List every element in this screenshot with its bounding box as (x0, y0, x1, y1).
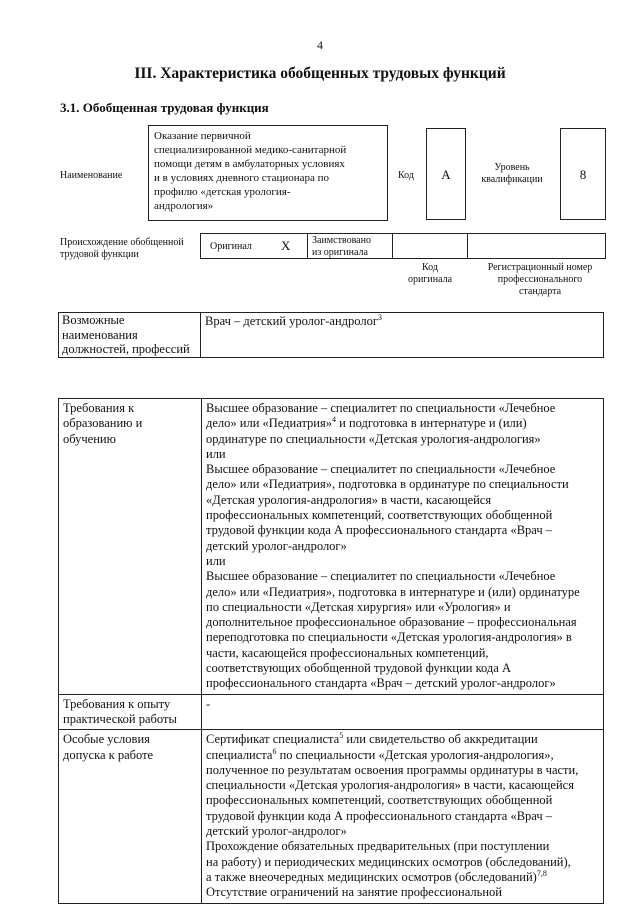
function-name-line: андрология» (154, 200, 214, 212)
origin-label (60, 237, 184, 261)
education-line (206, 585, 599, 600)
registration-label-line: Регистрационный номер (487, 262, 593, 273)
code-value: А (441, 167, 451, 182)
origin-divider (307, 233, 308, 259)
education-line-text: ординатуре по специальности «Детская урология-андрология» (206, 431, 541, 446)
education-value (202, 399, 604, 695)
education-label-line: обучению (63, 431, 116, 446)
special-line (206, 763, 599, 778)
section-title: III. Характеристика обобщенных трудовых функций (134, 65, 506, 82)
experience-label-line: практической работы (63, 711, 177, 726)
special-line-text: специальности «Детская урология-андрология» в части, касающейся (206, 778, 574, 793)
education-line-text: трудовой функции кода А профессионального стандарта «Врач – (206, 523, 552, 538)
footnote-ref: 5 (339, 731, 344, 741)
special-line (206, 855, 599, 870)
origin-row (200, 233, 606, 259)
education-line-text: Высшее образование – специалитет по специальности «Лечебное (206, 462, 556, 477)
registration-number-label (470, 262, 610, 298)
education-line-text: по специальности «Детская хирургия» или «Урология» и (206, 599, 511, 614)
special-line-text: Отсутствие ограничений на занятие профессиональной (206, 885, 502, 900)
borrowed-label-line: из оригинала (312, 247, 368, 258)
special-line-text: специалиста (206, 747, 273, 762)
education-line-text: части, касающейся профессиональных компетенций, (206, 645, 489, 660)
experience-label (59, 694, 202, 730)
education-label (59, 399, 202, 695)
borrowed-label-line: Заимствовано (312, 235, 371, 246)
special-label-line: допуска к работе (63, 747, 154, 762)
positions-label-line: наименования (62, 327, 138, 342)
education-line-text: соответствующих обобщенной трудовой функции кода А (206, 661, 511, 676)
education-label-line: образованию и (63, 416, 143, 431)
function-name-box (148, 125, 388, 221)
special-conditions-value (202, 730, 604, 903)
code-original-line: оригинала (407, 274, 453, 285)
special-line (206, 885, 599, 900)
special-line (206, 793, 599, 808)
experience-value: - (202, 694, 604, 730)
name-label: Наименование (60, 170, 123, 181)
code-original-label (392, 262, 468, 286)
positions-label-line: Возможные (62, 313, 125, 327)
education-line-text: и подготовка в интернатуре и (или) (336, 416, 527, 431)
education-line (206, 661, 599, 676)
borrowed-label (312, 235, 371, 259)
education-line-text: или (206, 553, 226, 568)
special-line (206, 839, 599, 854)
special-line (206, 809, 599, 824)
special-line-text: профессиональных компетенций, соответствующих обобщенной (206, 793, 553, 808)
table-row (59, 694, 604, 730)
education-line (206, 401, 599, 416)
footnote-ref: 7,8 (536, 868, 547, 878)
page-number: 4 (317, 38, 323, 52)
education-line (206, 416, 599, 431)
function-name-line: Оказание первичной (154, 130, 251, 142)
special-label-line: Особые условия (63, 732, 150, 747)
footnote-ref: 6 (272, 746, 277, 756)
special-line (206, 778, 599, 793)
special-line-text: Прохождение обязательных предварительных (при поступлении (206, 839, 550, 854)
education-line-text: Высшее образование – специалитет по специальности «Лечебное (206, 569, 556, 584)
education-line (206, 447, 599, 462)
special-line-text: трудовой функции кода А профессионального стандарта «Врач – (206, 808, 552, 823)
origin-divider (467, 233, 468, 259)
origin-divider (392, 233, 393, 259)
function-name-line: и в условиях дневного стационара по (154, 172, 330, 184)
positions-divider (200, 312, 201, 358)
education-line (206, 508, 599, 523)
special-line-text: на работу) и периодических медицинских осмотров (обследований), (206, 854, 571, 869)
education-label-line: Требования к (63, 401, 135, 415)
education-line-text: дело» или «Педиатрия», подготовка в интернатуре и (или) ординатуре (206, 584, 580, 599)
original-label: Оригинал (210, 241, 252, 252)
experience-label-line: Требования к опыту (63, 696, 171, 711)
education-line (206, 432, 599, 447)
education-line-text: детский уролог-андролог» (206, 538, 347, 553)
education-line (206, 646, 599, 661)
level-label-line: квалификации (481, 174, 543, 185)
education-line (206, 477, 599, 492)
level-label (472, 162, 552, 186)
special-line-text: или свидетельство об аккредитации (343, 732, 538, 747)
education-line (206, 676, 599, 691)
education-line (206, 539, 599, 554)
education-line-text: дело» или «Педиатрия» (206, 416, 333, 431)
function-name-line: помощи детям в амбулаторных условиях (154, 158, 345, 170)
education-line (206, 615, 599, 630)
function-name-text (154, 129, 382, 213)
education-line-text: профессиональных компетенций, соответствующих обобщенной (206, 508, 553, 523)
education-line (206, 630, 599, 645)
footnote-ref: 4 (332, 415, 337, 425)
special-line (206, 824, 599, 839)
special-line (206, 748, 599, 763)
education-line (206, 523, 599, 538)
education-line-text: или (206, 446, 226, 461)
table-row (59, 399, 604, 695)
level-box (560, 128, 606, 220)
special-line (206, 732, 599, 747)
special-line-text: по специальности «Детская урология-андрология», (276, 747, 554, 762)
subsection-title: 3.1. Обобщенная трудовая функция (60, 100, 269, 115)
registration-label-line: стандарта (518, 286, 562, 297)
education-line-text: профессионального стандарта «Врач – детский уролог-андролог» (206, 676, 556, 691)
special-line-text: детский уролог-андролог» (206, 824, 347, 839)
function-name-line: профилю «детская урология- (154, 186, 291, 198)
level-label-line: Уровень (494, 162, 530, 173)
education-line (206, 554, 599, 569)
education-line-text: дополнительное профессиональное образование – профессиональная (206, 615, 577, 630)
original-mark: X (281, 238, 291, 253)
education-line (206, 493, 599, 508)
special-line (206, 870, 599, 885)
education-line (206, 462, 599, 477)
code-label: Код (398, 170, 414, 181)
education-line-text: переподготовка по специальности «Детская урология-андрология» в (206, 630, 572, 645)
origin-label-line: Происхождение обобщенной (60, 237, 184, 248)
special-line-text: а также внеочередных медицинских осмотров (обследований) (206, 869, 537, 884)
code-box (426, 128, 466, 220)
code-original-line: Код (422, 262, 438, 273)
education-line-text: «Детская урология-андрология» в части, касающейся (206, 492, 492, 507)
positions-label (62, 313, 190, 357)
education-line (206, 600, 599, 615)
requirements-table (58, 398, 604, 904)
table-row (59, 730, 604, 903)
function-name-line: специализированной медико-санитарной (154, 144, 347, 156)
education-line (206, 569, 599, 584)
special-line-text: Сертификат специалиста (206, 732, 340, 747)
special-conditions-label (59, 730, 202, 903)
education-line-text: дело» или «Педиатрия», подготовка в ординатуре по специальности (206, 477, 569, 492)
education-line-text: Высшее образование – специалитет по специальности «Лечебное (206, 401, 556, 415)
special-line-text: полученное по результатам освоения программы ординатуры в части, (206, 762, 579, 777)
footnote-ref: 3 (377, 312, 382, 322)
level-value: 8 (579, 167, 587, 182)
positions-value (205, 314, 382, 330)
registration-label-line: профессионального (497, 274, 583, 285)
positions-value-text: Врач – детский уролог-андролог (205, 314, 378, 328)
positions-label-line: должностей, профессий (62, 342, 190, 356)
origin-label-line: трудовой функции (60, 249, 139, 260)
